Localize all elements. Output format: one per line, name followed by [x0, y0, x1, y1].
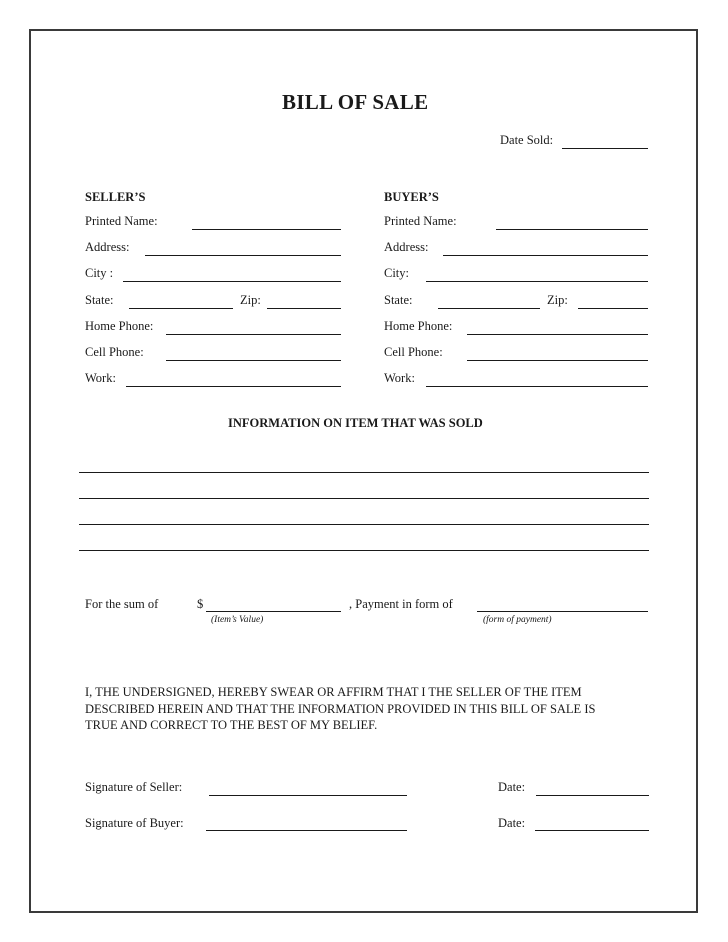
- declaration-text: I, THE UNDERSIGNED, HEREBY SWEAR OR AFFIRM THAT I THE SELLER OF THE ITEM DESCRIBED HEREIN AND THAT THE INFORMATION PROVIDED IN THIS BILL OF SALE IS TRUE AND CORRECT TO THE BEST OF MY BELIEF.: [85, 685, 596, 732]
- seller-city-field[interactable]: [123, 281, 341, 282]
- seller-cell-phone-field[interactable]: [166, 360, 341, 361]
- seller-address-label: Address:: [85, 240, 130, 254]
- seller-work-label: Work:: [85, 371, 116, 385]
- item-description-line-2[interactable]: [79, 498, 649, 499]
- date-sold-field[interactable]: [562, 148, 648, 149]
- seller-home-phone-field[interactable]: [166, 334, 341, 335]
- seller-address-field[interactable]: [145, 255, 341, 256]
- seller-date-field[interactable]: [536, 795, 649, 796]
- buyer-cell-phone-field[interactable]: [467, 360, 648, 361]
- item-description-line-3[interactable]: [79, 524, 649, 525]
- buyer-zip-label: Zip:: [547, 293, 568, 307]
- item-value-field[interactable]: [206, 611, 341, 612]
- buyer-city-label: City:: [384, 266, 410, 280]
- buyer-signature-field[interactable]: [206, 830, 407, 831]
- seller-cell-phone-label: Cell Phone:: [85, 345, 144, 359]
- seller-printed-name-label: Printed Name:: [85, 214, 158, 228]
- payment-form-label: , Payment in form of: [349, 597, 453, 611]
- seller-heading: SELLER’S: [85, 190, 146, 204]
- seller-date-label: Date:: [498, 780, 526, 794]
- seller-home-phone-label: Home Phone:: [85, 319, 154, 333]
- sum-label: For the sum of: [85, 597, 159, 611]
- buyer-home-phone-label: Home Phone:: [384, 319, 453, 333]
- buyer-city-field[interactable]: [426, 281, 648, 282]
- date-sold-label: Date Sold:: [500, 133, 554, 147]
- form-of-payment-hint: (form of payment): [483, 615, 552, 625]
- item-description-line-1[interactable]: [79, 472, 649, 473]
- buyer-printed-name-label: Printed Name:: [384, 214, 457, 228]
- seller-state-field[interactable]: [129, 308, 233, 309]
- seller-signature-label: Signature of Seller:: [85, 780, 183, 794]
- currency-symbol: $: [197, 597, 204, 611]
- buyer-work-label: Work:: [384, 371, 415, 385]
- buyer-cell-phone-label: Cell Phone:: [384, 345, 443, 359]
- seller-city-label: City :: [85, 266, 114, 280]
- buyer-date-field[interactable]: [535, 830, 649, 831]
- document-title: BILL OF SALE: [282, 90, 429, 114]
- item-description-line-4[interactable]: [79, 550, 649, 551]
- buyer-state-label: State:: [384, 293, 413, 307]
- buyer-date-label: Date:: [498, 816, 526, 830]
- item-value-hint: (Item’s Value): [211, 615, 264, 625]
- seller-printed-name-field[interactable]: [192, 229, 341, 230]
- buyer-address-label: Address:: [384, 240, 429, 254]
- buyer-printed-name-field[interactable]: [496, 229, 648, 230]
- form-of-payment-field[interactable]: [477, 611, 648, 612]
- buyer-home-phone-field[interactable]: [467, 334, 648, 335]
- seller-zip-field[interactable]: [267, 308, 341, 309]
- buyer-address-field[interactable]: [443, 255, 648, 256]
- seller-signature-field[interactable]: [209, 795, 407, 796]
- seller-zip-label: Zip:: [240, 293, 261, 307]
- seller-state-label: State:: [85, 293, 114, 307]
- buyer-work-field[interactable]: [426, 386, 648, 387]
- item-section-heading: INFORMATION ON ITEM THAT WAS SOLD: [228, 416, 483, 430]
- buyer-heading: BUYER’S: [384, 190, 439, 204]
- buyer-signature-label: Signature of Buyer:: [85, 816, 184, 830]
- seller-work-field[interactable]: [126, 386, 341, 387]
- buyer-state-field[interactable]: [438, 308, 540, 309]
- buyer-zip-field[interactable]: [578, 308, 648, 309]
